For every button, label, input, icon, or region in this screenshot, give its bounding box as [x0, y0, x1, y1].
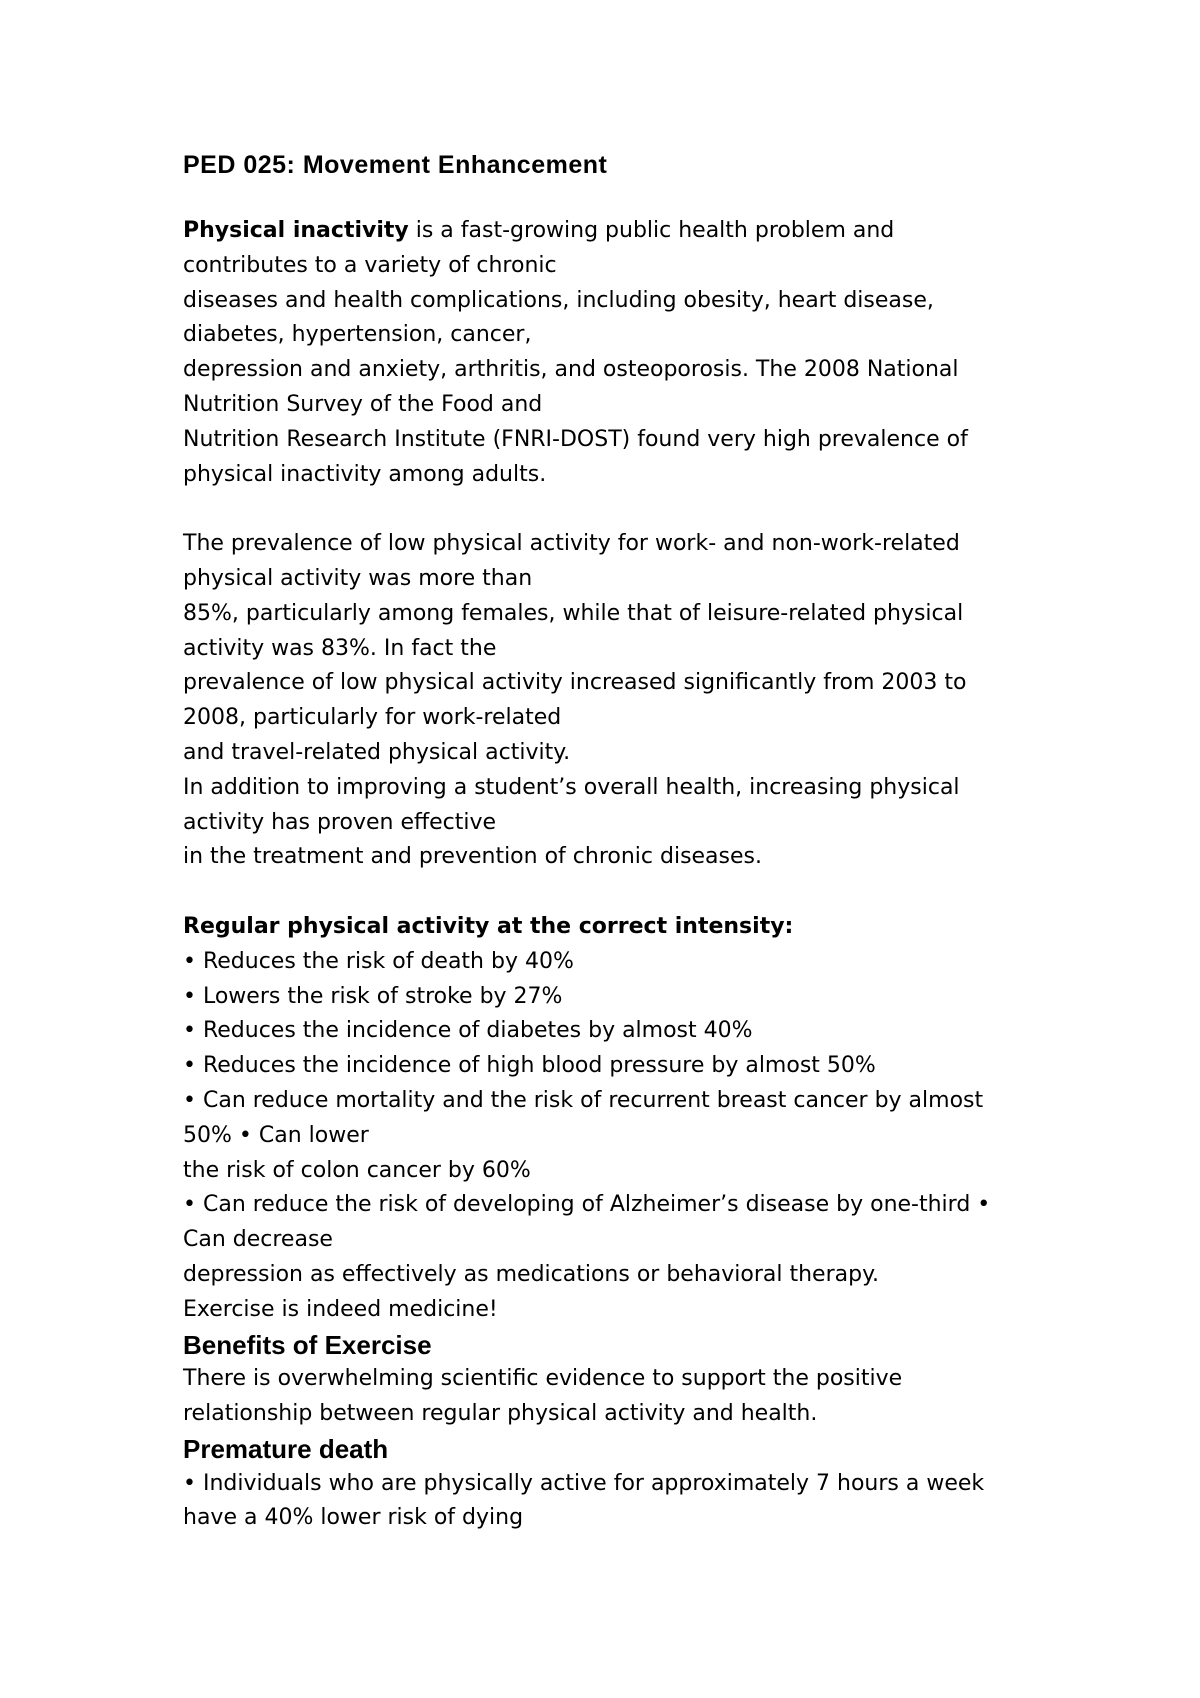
bullet-line: • Reduces the incidence of high blood pressure by almost 50% [183, 1053, 876, 1079]
premature-death-heading: Premature death [183, 1433, 389, 1464]
paragraph-line: 2008, particularly for work-related [183, 705, 562, 731]
paragraph-line: physical inactivity among adults. [183, 461, 547, 487]
paragraph-line: There is overwhelming scientific evidence to support the positive [183, 1366, 903, 1392]
regular-activity-section [183, 910, 1063, 1328]
bullet-line: • Individuals who are physically active for approximately 7 hours a week [183, 1470, 985, 1496]
line-text: is a fast-growing public health problem and [408, 218, 895, 243]
paragraph-line: physical activity was more than [183, 565, 533, 591]
paragraph-line: 85%, particularly among females, while that of leisure-related physical [183, 600, 964, 626]
paragraph-line: diabetes, hypertension, cancer, [183, 322, 532, 348]
paragraph-line: Nutrition Survey of the Food and [183, 391, 543, 417]
bullet-line: • Reduces the risk of death by 40% [183, 948, 574, 974]
paragraph-line: contributes to a variety of chronic [183, 252, 557, 278]
paragraph-line: diseases and health complications, including obesity, heart disease, [183, 287, 934, 313]
paragraph-line: The prevalence of low physical activity for work- and non-work-related [183, 531, 960, 557]
section-lead [183, 910, 1063, 945]
paragraph-line: In addition to improving a student’s overall health, increasing physical [183, 774, 960, 800]
paragraph-line: relationship between regular physical activity and health. [183, 1401, 818, 1427]
bullet-line: 50% • Can lower [183, 1122, 369, 1148]
blank-line [183, 875, 1063, 910]
paragraph-line: and travel-related physical activity. [183, 739, 571, 765]
paragraph-line: activity was 83%. In fact the [183, 635, 497, 661]
bullet-line: depression as effectively as medications or behavioral therapy. [183, 1261, 879, 1287]
bullet-line: • Can reduce mortality and the risk of recurrent breast cancer by almost [183, 1087, 984, 1113]
bullet-line: • Reduces the incidence of diabetes by almost 40% [183, 1018, 753, 1044]
paragraph-line: prevalence of low physical activity increased significantly from 2003 to [183, 670, 967, 696]
bullet-line: • Can reduce the risk of developing of Alzheimer’s disease by one-third • [183, 1192, 991, 1218]
paragraph-line: in the treatment and prevention of chronic diseases. [183, 844, 762, 870]
blank-line [183, 492, 1063, 527]
bold-term: Physical inactivity [183, 218, 409, 243]
paragraph-line: have a 40% lower risk of dying [183, 1505, 524, 1531]
paragraph-line: activity has proven effective [183, 809, 497, 835]
benefits-paragraph [183, 1362, 1063, 1432]
bullet-line: Can decrease [183, 1227, 333, 1253]
bold-term: Regular physical activity at the correct intensity: [183, 913, 794, 939]
bullet-line: Exercise is indeed medicine! [183, 1296, 498, 1322]
paragraph-line [183, 214, 1063, 249]
bullet-line: the risk of colon cancer by 60% [183, 1157, 531, 1183]
benefits-heading: Benefits of Exercise [183, 1329, 432, 1360]
prevalence-paragraph [183, 527, 1063, 875]
document-body [183, 150, 1063, 1536]
paragraph-line: depression and anxiety, arthritis, and osteoporosis. The 2008 National [183, 357, 959, 383]
premature-death-paragraph [183, 1467, 1063, 1537]
bullet-line: • Lowers the risk of stroke by 27% [183, 983, 563, 1009]
paragraph-line: Nutrition Research Institute (FNRI-DOST) found very high prevalence of [183, 426, 968, 452]
intro-paragraph [183, 214, 1063, 492]
document-title: PED 025: Movement Enhancement [183, 151, 608, 179]
